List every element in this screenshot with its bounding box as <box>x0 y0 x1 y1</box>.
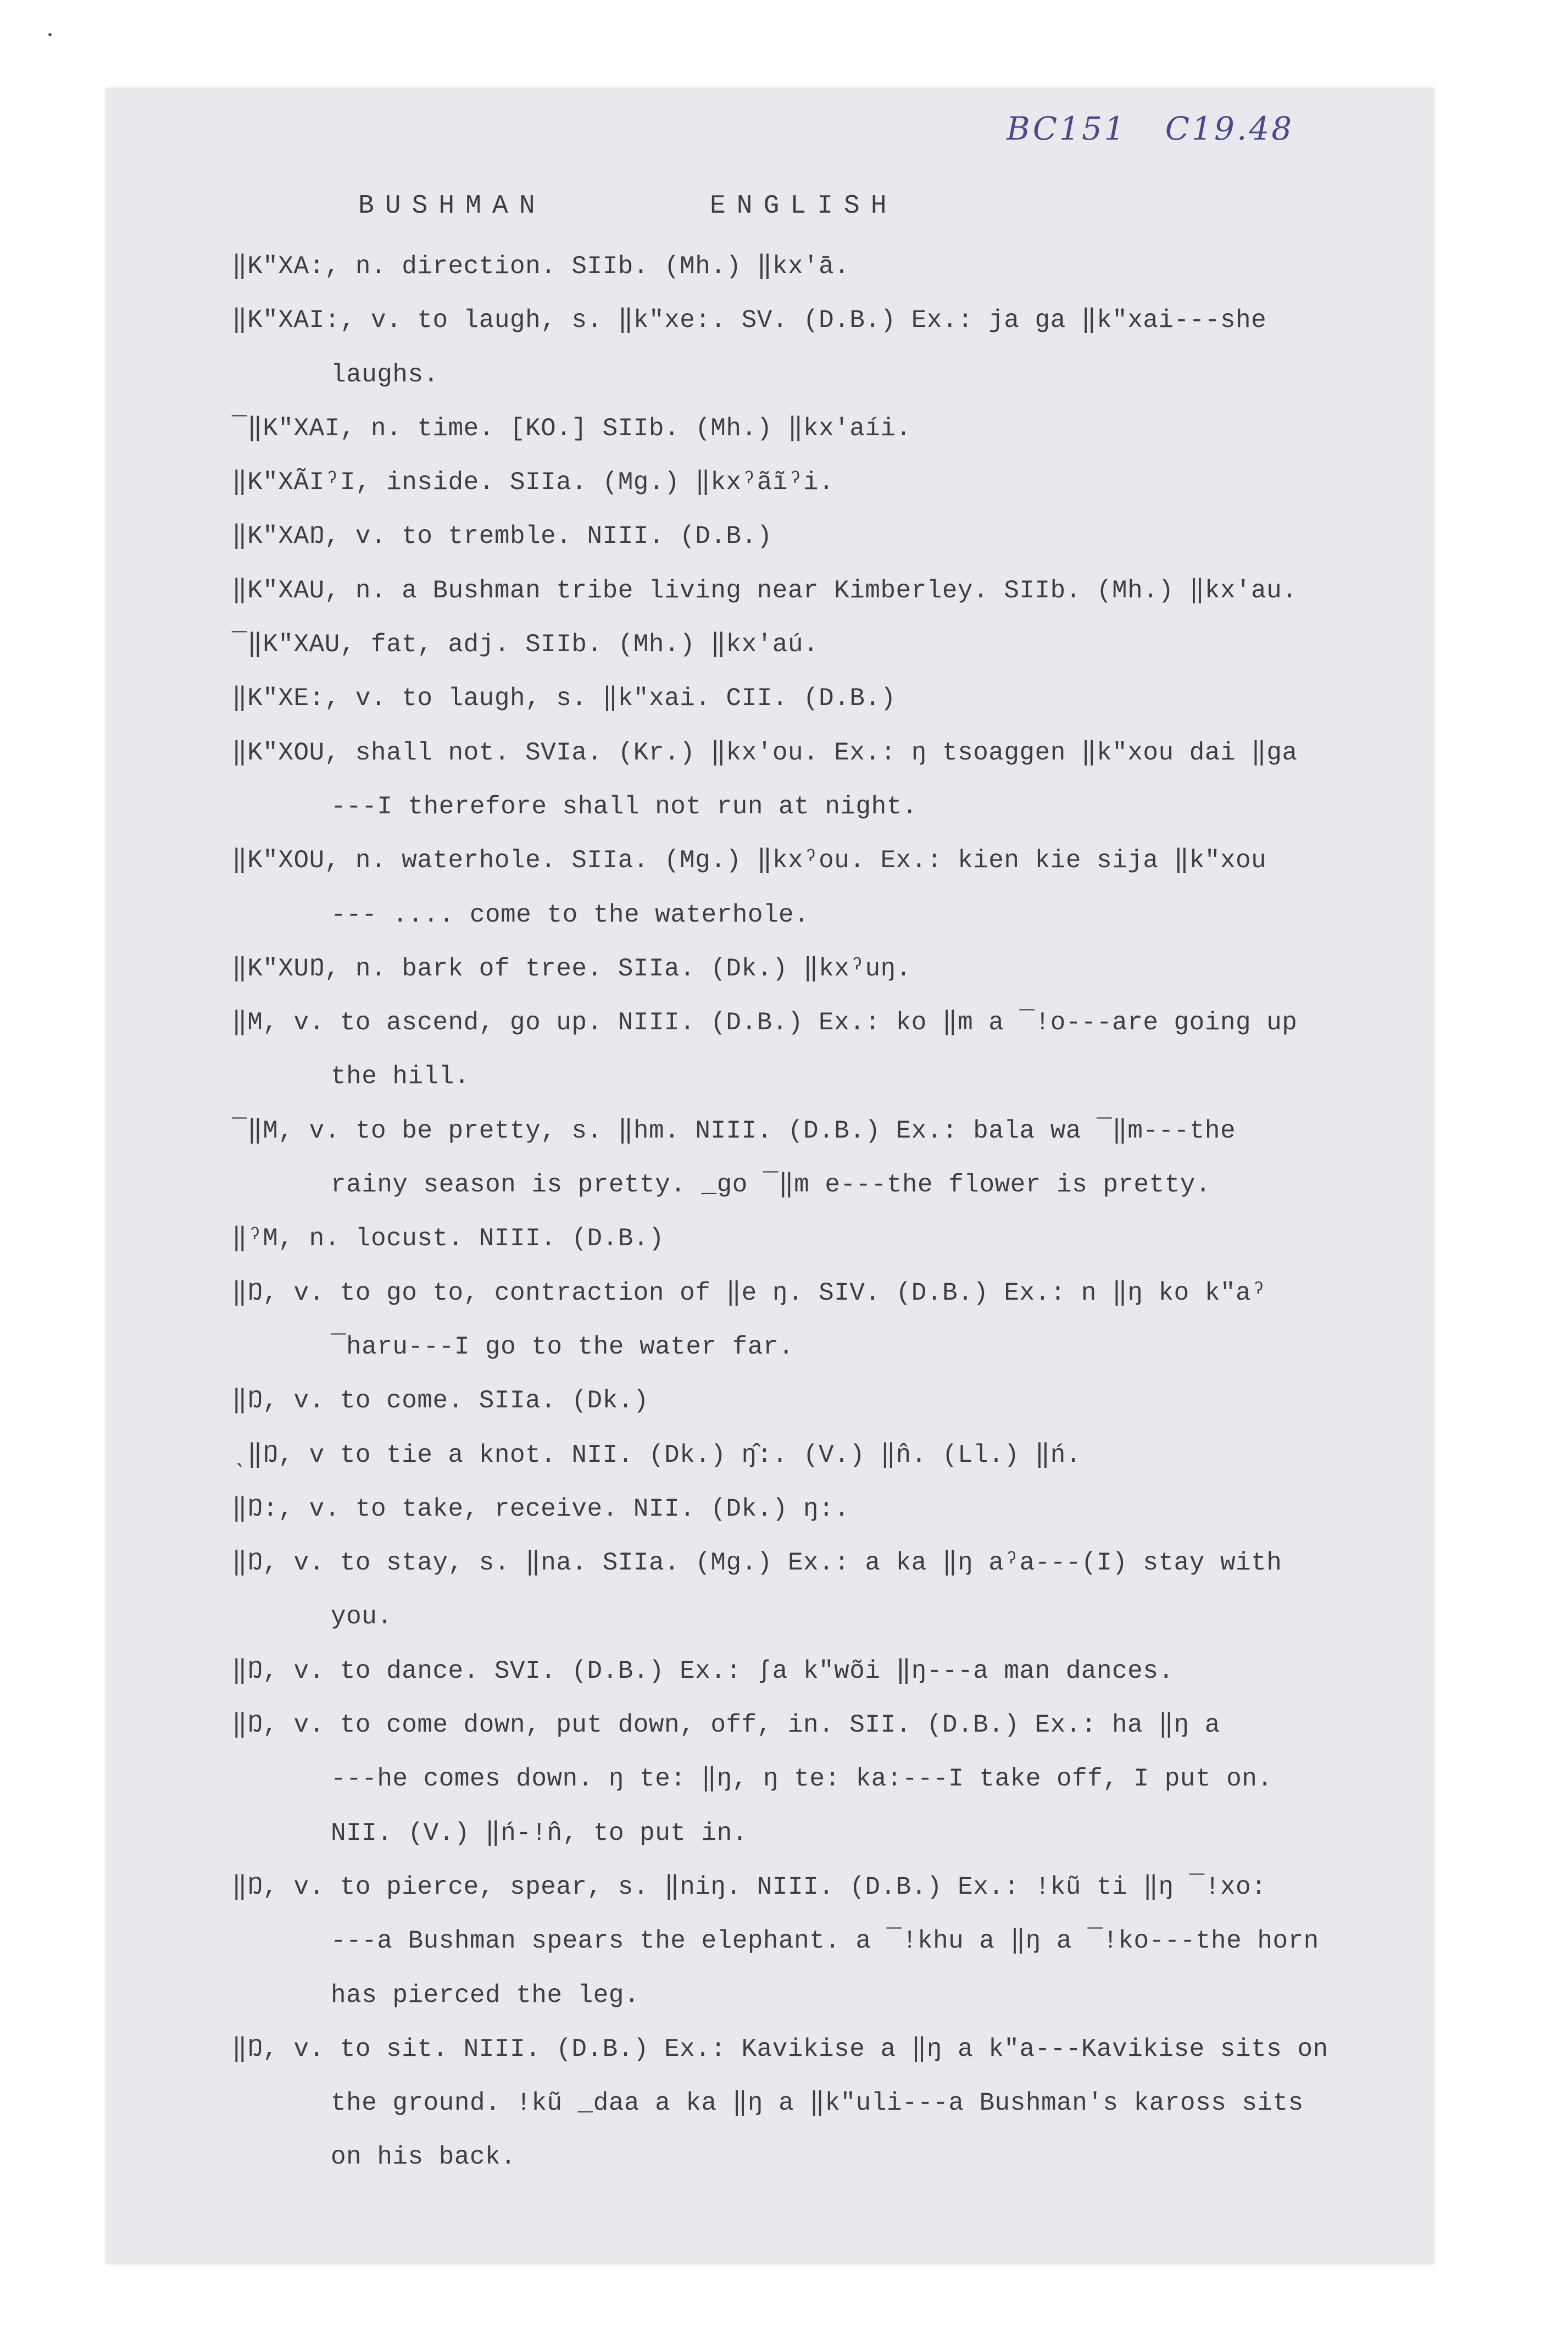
entry-line: ‖Ŋ, v. to come down, put down, off, in. SII. (D.B.) Ex.: ha ‖ŋ a <box>232 1711 1220 1740</box>
entry-line: ‖Ŋ, v. to go to, contraction of ‖e ŋ. SIV. (D.B.) Ex.: n ‖ŋ ko k"aˀ <box>232 1278 1267 1307</box>
entry-continuation-line: ---a Bushman spears the elephant. a ¯!khu a ‖ŋ a ¯!ko---the horn <box>331 1927 1319 1956</box>
entry-continuation-line: ---he comes down. ŋ te: ‖ŋ, ŋ te: ka:---I take off, I put on. <box>331 1765 1273 1794</box>
entry-line: ‖K"XAŊ, v. to tremble. NIII. (D.B.) <box>232 522 772 551</box>
entry-continuation-line: NII. (V.) ‖ń-!n̂, to put in. <box>331 1818 748 1848</box>
column-heading <box>358 191 1237 221</box>
entry-continuation-line: the ground. !kũ _daa a ka ‖ŋ a ‖k"uli---a Bushman's kaross sits <box>331 2089 1304 2118</box>
entry-line: ‖K"XAI:, v. to laugh, s. ‖k"xe:. SV. (D.B.) Ex.: ja ga ‖k"xai---she <box>232 306 1267 335</box>
entry-line: ‖Ŋ:, v. to take, receive. NII. (Dk.) ŋ:. <box>232 1494 850 1523</box>
entry-continuation-line: ---I therefore shall not run at night. <box>331 792 918 821</box>
entry-line: ‖Ŋ, v. to dance. SVI. (D.B.) Ex.: ʃa k"wõi ‖ŋ---a man dances. <box>232 1656 1174 1685</box>
entry-continuation-line: the hill. <box>331 1062 470 1091</box>
entry-line: ‖Ŋ, v. to come. SIIa. (Dk.) <box>232 1386 649 1416</box>
heading-bushman: BUSHMAN <box>358 191 546 221</box>
entry-line: ‖Ŋ, v. to sit. NIII. (D.B.) Ex.: Kavikise a ‖ŋ a k"a---Kavikise sits on <box>232 2034 1328 2064</box>
entry-continuation-line: laughs. <box>331 360 439 389</box>
entry-line: ‖K"XÃIˀI, inside. SIIa. (Mg.) ‖kxˀãĩˀi. <box>232 468 835 497</box>
dictionary-entries <box>232 240 1386 2184</box>
handwritten-reference <box>1007 110 1332 147</box>
typed-page <box>105 88 1434 2264</box>
entry-line: ¯‖K"XAU, fat, adj. SIIb. (Mh.) ‖kx'aú. <box>232 630 819 659</box>
entry-continuation-line: has pierced the leg. <box>331 1981 640 2010</box>
entry-line: ¯‖M, v. to be pretty, s. ‖hm. NIII. (D.B.) Ex.: bala wa ¯‖m---the <box>232 1116 1236 1145</box>
entry-line: ¯‖K"XAI, n. time. [KO.] SIIb. (Mh.) ‖kx'aíi. <box>232 414 911 443</box>
entry-continuation-line: rainy season is pretty. _go ¯‖m e---the flower is pretty. <box>331 1171 1211 1200</box>
entry-line: ‖K"XE:, v. to laugh, s. ‖k"xai. CII. (D.B.) <box>232 684 896 713</box>
entry-line: ‖K"XOU, shall not. SVIa. (Kr.) ‖kx'ou. Ex.: ŋ tsoaggen ‖k"xou dai ‖ga <box>232 738 1298 767</box>
reference-number: C19.48 <box>1165 110 1294 147</box>
entry-continuation-line: you. <box>331 1602 393 1632</box>
entry-line: ‖ˀM, n. locust. NIII. (D.B.) <box>232 1224 665 1254</box>
entry-line: ‖K"XUŊ, n. bark of tree. SIIa. (Dk.) ‖kxˀuŋ. <box>232 954 911 983</box>
entry-line: ‖K"XAU, n. a Bushman tribe living near Kimberley. SIIb. (Mh.) ‖kx'au. <box>232 576 1298 605</box>
entry-line: ˎ‖Ŋ, v to tie a knot. NII. (Dk.) ŋ̂:. (V.) ‖n̂. (Ll.) ‖ń. <box>232 1440 1082 1469</box>
stray-mark <box>48 33 52 36</box>
reference-code: BC151 <box>1007 110 1127 147</box>
entry-continuation-line: on his back. <box>331 2143 516 2172</box>
entry-line: ‖K"XOU, n. waterhole. SIIa. (Mg.) ‖kxˀou. Ex.: kien kie sija ‖k"xou <box>232 846 1267 875</box>
entry-line: ‖Ŋ, v. to stay, s. ‖na. SIIa. (Mg.) Ex.: a ka ‖ŋ aˀa---(I) stay with <box>232 1549 1282 1578</box>
entry-continuation-line: ¯haru---I go to the water far. <box>331 1332 794 1361</box>
entry-line: ‖M, v. to ascend, go up. NIII. (D.B.) Ex.: ko ‖m a ¯!o---are going up <box>232 1008 1298 1038</box>
entry-line: ‖Ŋ, v. to pierce, spear, s. ‖niŋ. NIII. (D.B.) Ex.: !kũ ti ‖ŋ ¯!xo: <box>232 1872 1267 1901</box>
heading-english: ENGLISH <box>710 191 898 221</box>
entry-line: ‖K"XA:, n. direction. SIIb. (Mh.) ‖kx'ā. <box>232 252 850 281</box>
entry-continuation-line: --- .... come to the waterhole. <box>331 900 810 929</box>
